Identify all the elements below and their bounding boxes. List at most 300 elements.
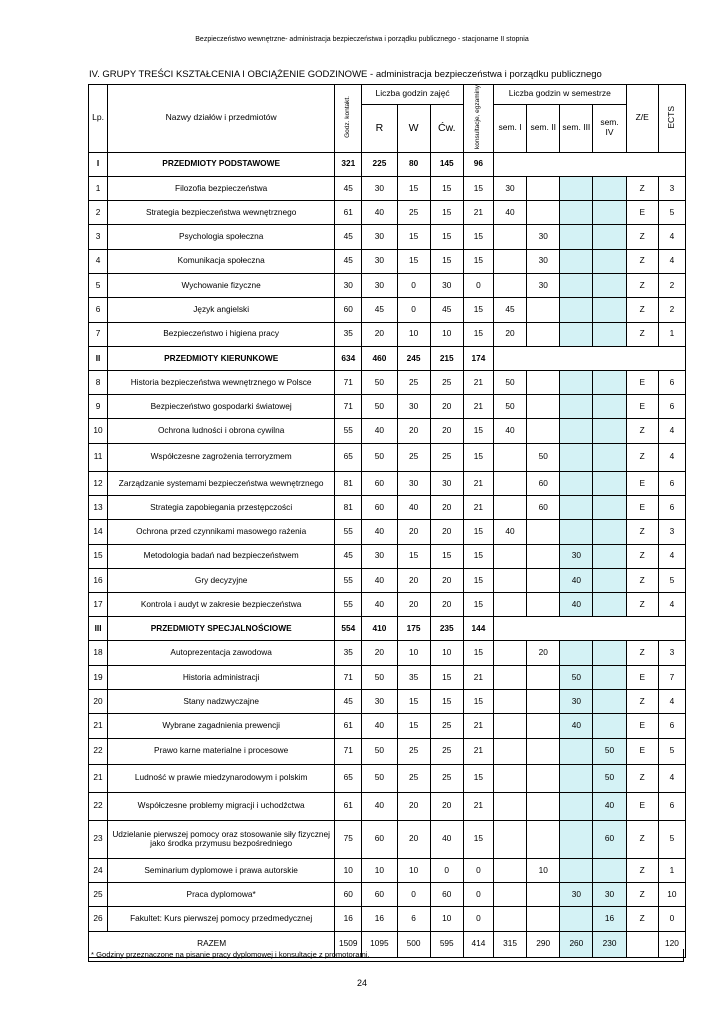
cell-r: 60 (362, 471, 397, 495)
cell-sem1 (493, 544, 526, 568)
total-k: 414 (463, 931, 493, 957)
cell-sem2: 10 (527, 858, 560, 882)
cell-cw: 45 (430, 298, 463, 322)
section-name: PRZEDMIOTY SPECJALNOŚCIOWE (108, 617, 335, 641)
cell-konsultacje: 0 (463, 882, 493, 906)
cell-name: Zarządzanie systemami bezpieczeństwa wewnętrznego (108, 471, 335, 495)
table-row (89, 201, 686, 225)
cell-ects: 4 (658, 593, 685, 617)
cell-sem2 (527, 593, 560, 617)
cell-sem2 (527, 176, 560, 200)
cell-sem3 (560, 225, 593, 249)
cell-ects: 5 (658, 820, 685, 858)
cell-lp: 2 (89, 201, 108, 225)
cell-r: 40 (362, 792, 397, 820)
section-number: I (89, 152, 108, 176)
cell-konsultacje: 15 (463, 593, 493, 617)
cell-cw: 20 (430, 568, 463, 592)
table-row (89, 820, 686, 858)
table-row (89, 858, 686, 882)
col-sem1: sem. I (493, 104, 526, 152)
cell-sem3 (560, 820, 593, 858)
cell-sem2 (527, 568, 560, 592)
cell-godz: 10 (335, 858, 362, 882)
cell-konsultacje: 15 (463, 820, 493, 858)
cell-sem1 (493, 641, 526, 665)
cell-ze: Z (626, 907, 658, 931)
cell-godz: 321 (335, 152, 362, 176)
cell-lp: 4 (89, 249, 108, 273)
cell-sem3 (560, 419, 593, 443)
cell-r: 50 (362, 395, 397, 419)
cell-sem1 (493, 738, 526, 764)
cell-ects: 4 (658, 544, 685, 568)
total-ects: 120 (658, 931, 685, 957)
cell-w: 25 (397, 201, 430, 225)
cell-cw: 25 (430, 370, 463, 394)
cell-name: Wybrane zagadnienia prewencji (108, 714, 335, 738)
cell-sem4 (593, 544, 626, 568)
col-sem3: sem. III (560, 104, 593, 152)
cell-r: 40 (362, 568, 397, 592)
table-row (89, 568, 686, 592)
cell-sem4 (593, 858, 626, 882)
cell-lp: 7 (89, 322, 108, 346)
cell-konsultacje: 0 (463, 858, 493, 882)
cell-lp: 13 (89, 495, 108, 519)
cell-sem4 (593, 690, 626, 714)
cell-sem3: 30 (560, 690, 593, 714)
cell-w: 15 (397, 249, 430, 273)
cell-name: Kontrola i audyt w zakresie bezpieczeństwa (108, 593, 335, 617)
cell-name: Filozofia bezpieczeństwa (108, 176, 335, 200)
table-row (89, 641, 686, 665)
cell-cw: 60 (430, 882, 463, 906)
cell-sem3: 30 (560, 882, 593, 906)
section-empty (493, 152, 685, 176)
col-sem4: sem. IV (593, 104, 626, 152)
cell-ze: E (626, 495, 658, 519)
cell-godz: 45 (335, 690, 362, 714)
cell-w: 0 (397, 298, 430, 322)
cell-r: 50 (362, 764, 397, 792)
cell-sem3 (560, 322, 593, 346)
cell-ects: 3 (658, 176, 685, 200)
cell-konsultacje: 21 (463, 714, 493, 738)
cell-r: 20 (362, 641, 397, 665)
cell-sem3 (560, 370, 593, 394)
cell-ze: Z (626, 249, 658, 273)
cell-cw: 15 (430, 249, 463, 273)
cell-sem1 (493, 495, 526, 519)
cell-w: 15 (397, 544, 430, 568)
cell-w: 30 (397, 471, 430, 495)
cell-w: 20 (397, 820, 430, 858)
cell-name: Strategia zapobiegania przestępczości (108, 495, 335, 519)
document-header: Bezpieczeństwo wewnętrzne- administracja bezpieczeństwa i porządku publicznego - stacjonarne II stopnia (195, 36, 529, 43)
table-row (89, 322, 686, 346)
cell-sem1 (493, 593, 526, 617)
cell-sem2 (527, 764, 560, 792)
cell-lp: 10 (89, 419, 108, 443)
cell-r: 40 (362, 714, 397, 738)
cell-sem1 (493, 690, 526, 714)
col-sem2: sem. II (527, 104, 560, 152)
cell-sem4 (593, 395, 626, 419)
cell-lp: 9 (89, 395, 108, 419)
cell-ze: Z (626, 764, 658, 792)
table-row (89, 249, 686, 273)
cell-sem4 (593, 370, 626, 394)
cell-w: 25 (397, 738, 430, 764)
cell-sem4 (593, 298, 626, 322)
cell-ze: Z (626, 690, 658, 714)
cell-w: 40 (397, 495, 430, 519)
cell-ects: 3 (658, 641, 685, 665)
cell-sem2 (527, 395, 560, 419)
cell-ze: Z (626, 544, 658, 568)
cell-name: Ochrona ludności i obrona cywilna (108, 419, 335, 443)
table-row (89, 298, 686, 322)
section-name: PRZEDMIOTY PODSTAWOWE (108, 152, 335, 176)
cell-cw: 20 (430, 792, 463, 820)
cell-sem4 (593, 593, 626, 617)
cell-w: 10 (397, 322, 430, 346)
cell-ze: Z (626, 568, 658, 592)
total-s2: 290 (527, 931, 560, 957)
cell-konsultacje: 15 (463, 641, 493, 665)
cell-konsultacje: 0 (463, 273, 493, 297)
cell-name: Autoprezentacja zawodowa (108, 641, 335, 665)
cell-ze: E (626, 201, 658, 225)
cell-name: Strategia bezpieczeństwa wewnętrznego (108, 201, 335, 225)
cell-cw: 20 (430, 593, 463, 617)
cell-w: 15 (397, 176, 430, 200)
cell-sem4: 60 (593, 820, 626, 858)
cell-name: Gry decyzyjne (108, 568, 335, 592)
table-row (89, 273, 686, 297)
total-cw: 595 (430, 931, 463, 957)
cell-name: Seminarium dyplomowe i prawa autorskie (108, 858, 335, 882)
table-row (89, 738, 686, 764)
cell-konsultacje: 15 (463, 690, 493, 714)
cell-sem4 (593, 176, 626, 200)
cell-godz: 71 (335, 395, 362, 419)
cell-lp: 15 (89, 544, 108, 568)
cell-sem4 (593, 249, 626, 273)
cell-name: Wychowanie fizyczne (108, 273, 335, 297)
cell-r: 30 (362, 225, 397, 249)
table-row (89, 665, 686, 689)
cell-ects: 6 (658, 395, 685, 419)
table-row (89, 544, 686, 568)
cell-w: 20 (397, 593, 430, 617)
cell-w: 25 (397, 443, 430, 471)
total-label: RAZEM (89, 931, 335, 957)
cell-godz: 55 (335, 593, 362, 617)
cell-lp: 20 (89, 690, 108, 714)
cell-konsultacje: 21 (463, 471, 493, 495)
cell-r: 60 (362, 882, 397, 906)
cell-konsultacje: 21 (463, 495, 493, 519)
table-row (89, 764, 686, 792)
cell-godz: 60 (335, 298, 362, 322)
col-godz: Godz. kontakt. (335, 85, 362, 153)
cell-sem2 (527, 544, 560, 568)
cell-sem2 (527, 714, 560, 738)
section-number: II (89, 346, 108, 370)
cell-sem3: 40 (560, 593, 593, 617)
total-godz: 1509 (335, 931, 362, 957)
cell-sem3 (560, 443, 593, 471)
cell-sem4 (593, 273, 626, 297)
cell-cw: 40 (430, 820, 463, 858)
col-w: W (397, 104, 430, 152)
table-row (89, 792, 686, 820)
cell-sem4 (593, 568, 626, 592)
cell-name: Prawo karne materialne i procesowe (108, 738, 335, 764)
table-row (89, 419, 686, 443)
cell-cw: 145 (430, 152, 463, 176)
cell-lp: 22 (89, 738, 108, 764)
cell-godz: 65 (335, 764, 362, 792)
cell-godz: 71 (335, 370, 362, 394)
curriculum-table (88, 84, 686, 958)
cell-godz: 45 (335, 249, 362, 273)
cell-name: Udzielanie pierwszej pomocy oraz stosowanie siły fizycznej jako środka przymusu bezpośredniego (108, 820, 335, 858)
cell-name: Komunikacja społeczna (108, 249, 335, 273)
cell-lp: 19 (89, 665, 108, 689)
cell-sem3 (560, 738, 593, 764)
cell-ects: 4 (658, 690, 685, 714)
cell-godz: 55 (335, 568, 362, 592)
cell-ze: E (626, 471, 658, 495)
cell-sem2: 60 (527, 495, 560, 519)
cell-lp: 18 (89, 641, 108, 665)
cell-name: Bezpieczeństwo i higiena pracy (108, 322, 335, 346)
cell-sem2: 30 (527, 273, 560, 297)
cell-ects: 3 (658, 520, 685, 544)
cell-name: Psychologia społeczna (108, 225, 335, 249)
cell-w: 25 (397, 764, 430, 792)
cell-sem1: 40 (493, 419, 526, 443)
cell-sem2: 50 (527, 443, 560, 471)
cell-sem2 (527, 370, 560, 394)
table-row (89, 690, 686, 714)
table-row (89, 225, 686, 249)
cell-godz: 71 (335, 665, 362, 689)
cell-r: 10 (362, 858, 397, 882)
cell-lp: 14 (89, 520, 108, 544)
cell-ects: 0 (658, 907, 685, 931)
cell-sem3: 40 (560, 714, 593, 738)
cell-name: Bezpieczeństwo gospodarki światowej (108, 395, 335, 419)
total-r: 1095 (362, 931, 397, 957)
cell-lp: 12 (89, 471, 108, 495)
cell-cw: 10 (430, 641, 463, 665)
section-name: PRZEDMIOTY KIERUNKOWE (108, 346, 335, 370)
cell-konsultacje: 21 (463, 201, 493, 225)
total-s1: 315 (493, 931, 526, 957)
cell-w: 245 (397, 346, 430, 370)
table-row (89, 443, 686, 471)
group-liczba-zajec: Liczba godzin zajęć (362, 85, 464, 105)
cell-sem4: 50 (593, 738, 626, 764)
cell-w: 20 (397, 568, 430, 592)
cell-sem3: 50 (560, 665, 593, 689)
cell-w: 25 (397, 370, 430, 394)
cell-sem3 (560, 273, 593, 297)
cell-name: Historia administracji (108, 665, 335, 689)
cell-sem1 (493, 249, 526, 273)
col-lp: Lp. (89, 85, 108, 153)
cell-ects: 5 (658, 201, 685, 225)
cell-name: Metodologia badań nad bezpieczeństwem (108, 544, 335, 568)
cell-konsultacje: 0 (463, 907, 493, 931)
cell-sem2: 30 (527, 225, 560, 249)
cell-r: 30 (362, 690, 397, 714)
cell-sem1: 40 (493, 520, 526, 544)
cell-ects: 1 (658, 858, 685, 882)
cell-sem1 (493, 882, 526, 906)
cell-godz: 35 (335, 322, 362, 346)
cell-w: 10 (397, 641, 430, 665)
cell-konsultacje: 15 (463, 225, 493, 249)
cell-r: 40 (362, 593, 397, 617)
section-row (89, 346, 686, 370)
cell-lp: 6 (89, 298, 108, 322)
cell-name: Ludność w prawie miedzynarodowym i polskim (108, 764, 335, 792)
cell-ze: Z (626, 858, 658, 882)
cell-name: Ochrona przed czynnikami masowego rażenia (108, 520, 335, 544)
cell-sem2 (527, 738, 560, 764)
cell-r: 40 (362, 520, 397, 544)
cell-sem1: 40 (493, 201, 526, 225)
cell-sem4 (593, 201, 626, 225)
section-number: III (89, 617, 108, 641)
cell-r: 50 (362, 370, 397, 394)
cell-sem1 (493, 568, 526, 592)
cell-sem4 (593, 322, 626, 346)
cell-ze: Z (626, 322, 658, 346)
cell-godz: 45 (335, 544, 362, 568)
total-s4: 230 (593, 931, 626, 957)
cell-name: Historia bezpieczeństwa wewnętrznego w Polsce (108, 370, 335, 394)
cell-lp: 5 (89, 273, 108, 297)
cell-lp: 25 (89, 882, 108, 906)
total-w: 500 (397, 931, 430, 957)
cell-w: 35 (397, 665, 430, 689)
cell-godz: 55 (335, 520, 362, 544)
cell-cw: 30 (430, 471, 463, 495)
table-body (89, 152, 686, 957)
cell-ze: Z (626, 419, 658, 443)
cell-sem3 (560, 907, 593, 931)
cell-sem1 (493, 665, 526, 689)
cell-r: 50 (362, 665, 397, 689)
cell-ects: 5 (658, 568, 685, 592)
cell-cw: 215 (430, 346, 463, 370)
cell-r: 50 (362, 443, 397, 471)
cell-ze: Z (626, 641, 658, 665)
cell-cw: 20 (430, 495, 463, 519)
table-row (89, 520, 686, 544)
cell-sem1 (493, 764, 526, 792)
cell-godz: 71 (335, 738, 362, 764)
cell-w: 15 (397, 225, 430, 249)
cell-w: 6 (397, 907, 430, 931)
cell-ects: 6 (658, 495, 685, 519)
cell-sem1 (493, 858, 526, 882)
cell-lp: 3 (89, 225, 108, 249)
col-ze: Z/E (626, 85, 658, 153)
cell-w: 20 (397, 792, 430, 820)
cell-konsultacje: 21 (463, 370, 493, 394)
cell-w: 0 (397, 273, 430, 297)
cell-r: 60 (362, 495, 397, 519)
cell-w: 10 (397, 858, 430, 882)
cell-ects: 2 (658, 298, 685, 322)
cell-ects: 6 (658, 471, 685, 495)
col-konsultacje: konsultacje, egzaminy (463, 85, 493, 153)
cell-sem1 (493, 273, 526, 297)
cell-name: Praca dyplomowa* (108, 882, 335, 906)
cell-sem2 (527, 907, 560, 931)
cell-sem1 (493, 792, 526, 820)
cell-sem1 (493, 443, 526, 471)
cell-cw: 0 (430, 858, 463, 882)
cell-ze: E (626, 370, 658, 394)
cell-name: Współczesne problemy migracji i uchodźctwa (108, 792, 335, 820)
table-row (89, 370, 686, 394)
cell-godz: 45 (335, 176, 362, 200)
cell-godz: 65 (335, 443, 362, 471)
cell-ects: 2 (658, 273, 685, 297)
cell-r: 60 (362, 820, 397, 858)
cell-sem2 (527, 665, 560, 689)
cell-ects: 6 (658, 792, 685, 820)
cell-konsultacje: 15 (463, 322, 493, 346)
cell-ects: 4 (658, 249, 685, 273)
cell-cw: 25 (430, 738, 463, 764)
cell-cw: 20 (430, 419, 463, 443)
section-row (89, 152, 686, 176)
cell-ects: 4 (658, 764, 685, 792)
cell-lp: 22 (89, 792, 108, 820)
cell-r: 460 (362, 346, 397, 370)
cell-konsultacje: 174 (463, 346, 493, 370)
cell-sem3 (560, 764, 593, 792)
cell-lp: 24 (89, 858, 108, 882)
cell-sem4 (593, 443, 626, 471)
cell-sem1 (493, 820, 526, 858)
cell-w: 30 (397, 395, 430, 419)
cell-sem1 (493, 225, 526, 249)
cell-konsultacje: 15 (463, 764, 493, 792)
cell-sem1: 30 (493, 176, 526, 200)
cell-ze: Z (626, 176, 658, 200)
cell-sem4 (593, 665, 626, 689)
table-row (89, 882, 686, 906)
cell-cw: 15 (430, 176, 463, 200)
cell-r: 30 (362, 176, 397, 200)
section-empty (493, 346, 685, 370)
cell-sem1 (493, 471, 526, 495)
cell-konsultacje: 15 (463, 419, 493, 443)
cell-lp: 21 (89, 714, 108, 738)
cell-sem3 (560, 395, 593, 419)
cell-cw: 25 (430, 764, 463, 792)
